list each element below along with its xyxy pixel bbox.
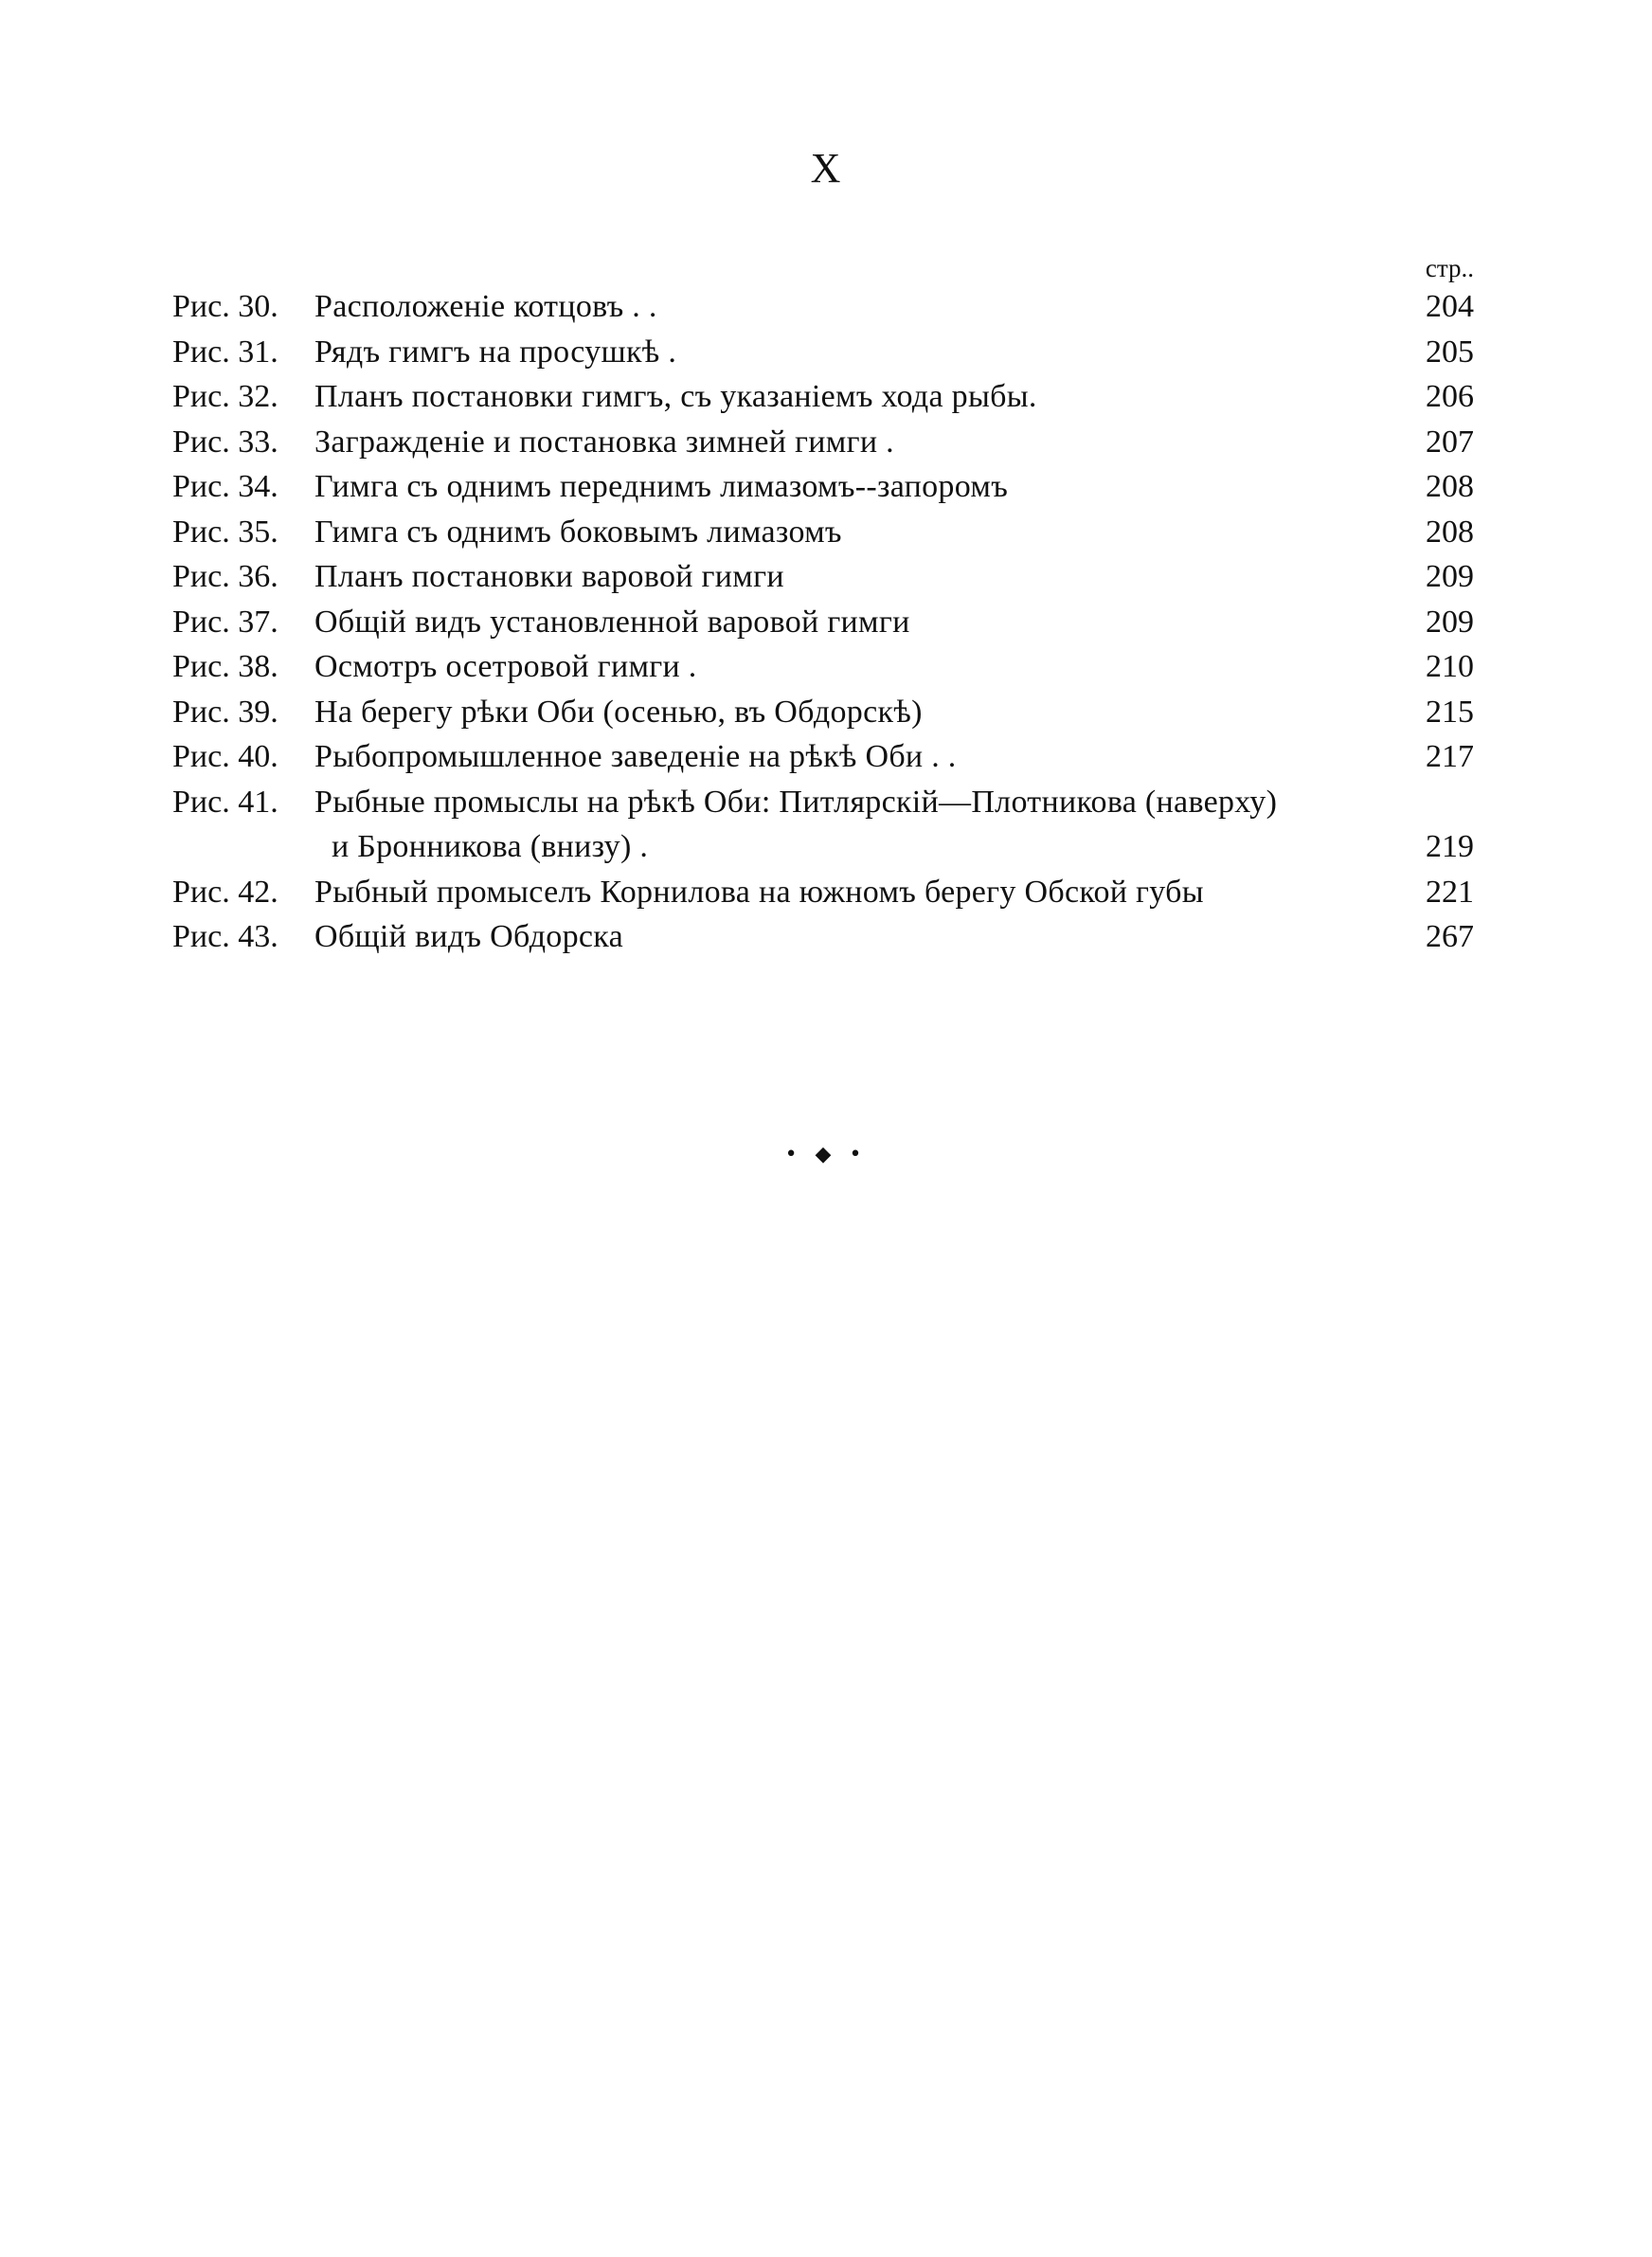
figure-title: Планъ постановки варовой гимги <box>314 559 784 594</box>
figure-label: Рис. 42. <box>172 874 278 910</box>
figure-label: Рис. 40. <box>172 739 278 774</box>
figure-page: 219 <box>1426 829 1474 864</box>
list-item <box>172 690 1474 735</box>
figure-title-line1: Рыбные промыслы на рѣкѣ Оби: Питлярскiй—Плотникова (наверху) <box>314 784 1278 820</box>
list-item <box>172 374 1474 420</box>
figure-label: Рис. 41. <box>172 784 278 820</box>
list-item <box>172 464 1474 510</box>
figure-page: 205 <box>1426 334 1474 370</box>
figure-page: 215 <box>1426 694 1474 730</box>
figure-title: Загражденiе и постановка зимней гимги . <box>314 424 894 460</box>
list-item <box>172 644 1474 690</box>
figure-label: Рис. 30. <box>172 289 278 324</box>
figure-label: Рис. 38. <box>172 649 278 684</box>
list-item <box>172 600 1474 645</box>
list-item <box>172 914 1474 960</box>
list-item <box>172 780 1474 870</box>
figure-title <box>314 780 1356 870</box>
figure-page: 208 <box>1426 469 1474 504</box>
list-item <box>172 870 1474 915</box>
figure-label: Рис. 31. <box>172 334 278 370</box>
figure-page: 207 <box>1426 424 1474 460</box>
figure-page: 217 <box>1426 739 1474 774</box>
page-column-label: стр.. <box>1425 254 1474 282</box>
list-item <box>172 284 1474 330</box>
figure-page: 209 <box>1426 604 1474 640</box>
figure-title: Рыбный промыселъ Корнилова на южномъ берегу Обской губы <box>314 874 1204 910</box>
figure-title: Общiй видъ установленной варовой гимги <box>314 604 910 640</box>
figure-title: Осмотръ осетровой гимги . <box>314 649 697 684</box>
figure-title: Расположенiе котцовъ . . <box>314 289 657 324</box>
figure-label: Рис. 35. <box>172 514 278 550</box>
figure-page: 206 <box>1426 379 1474 414</box>
figure-page: 209 <box>1426 559 1474 594</box>
list-item <box>172 420 1474 465</box>
list-item <box>172 554 1474 600</box>
figure-page: 208 <box>1426 514 1474 550</box>
list-item <box>172 734 1474 780</box>
ornament-divider: • ◆ • <box>784 1143 868 1166</box>
figure-label: Рис. 32. <box>172 379 278 414</box>
figure-title: Общiй видъ Обдорска <box>314 919 623 954</box>
figure-label: Рис. 34. <box>172 469 278 504</box>
figure-page: 221 <box>1426 874 1474 910</box>
page-number: X <box>810 145 842 191</box>
figure-label: Рис. 37. <box>172 604 278 640</box>
list-item <box>172 510 1474 555</box>
figure-title: Рыбопромышленное заведенiе на рѣкѣ Оби . . <box>314 739 957 774</box>
figure-title: Гимга съ однимъ боковымъ лимазомъ <box>314 514 842 550</box>
figure-title: На берегу рѣки Оби (осенью, въ Обдорскѣ) <box>314 694 923 730</box>
figure-label: Рис. 33. <box>172 424 278 460</box>
figure-label: Рис. 43. <box>172 919 278 954</box>
figure-page: 267 <box>1426 919 1474 954</box>
figure-title: Планъ постановки гимгъ, съ указанiемъ хода рыбы. <box>314 379 1037 414</box>
figure-page: 210 <box>1426 649 1474 684</box>
figure-title: Гимга съ однимъ переднимъ лимазомъ--запоромъ <box>314 469 1009 504</box>
figure-label: Рис. 36. <box>172 559 278 594</box>
figure-label: Рис. 39. <box>172 694 278 730</box>
list-item <box>172 330 1474 375</box>
figure-list <box>172 284 1474 960</box>
figure-page: 204 <box>1426 289 1474 324</box>
figure-title-line2: и Бронникова (внизу) . <box>332 829 649 864</box>
figure-title: Рядъ гимгъ на просушкѣ . <box>314 334 677 370</box>
